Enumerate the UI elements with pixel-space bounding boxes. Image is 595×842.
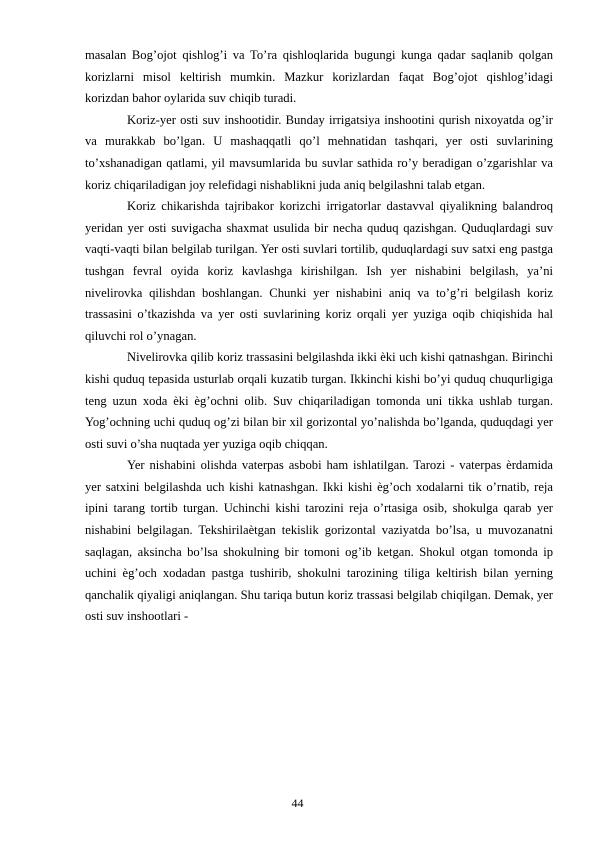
- body-text: [85, 45, 553, 628]
- page-number: 44: [291, 796, 304, 810]
- paragraph-3: Koriz chikarishda tajribakor korizchi irrigatorlar dastavval qiyalikning balandroq yeridan yer osti suvigacha shaxmat usulida bir necha quduq qazishgan. Quduqlardagi suv vaqti-vaqti bilan belgilab turilgan. Yer osti suvlari tortilib, quduqlardagi suv satxi eng pastga tushgan fevral oyida koriz kavlashga kirishilgan. Ish yer nishabini belgilash, ya’ni nivelirovka qilishdan boshlangan. Chunki yer nishabini aniq va to’g’ri belgilash koriz trassasini o’tkazishda va yer osti suvlarining koriz orqali yer yuziga oqib chiqishida hal qiluvchi rol o’ynagan.: [85, 199, 553, 343]
- paragraph-4: Nivelirovka qilib koriz trassasini belgilashda ikki èki uch kishi qatnashgan. Birinchi kishi quduq tepasida usturlab orqali kuzatib turgan. Ikkinchi kishi bo’yi quduq chuqurligiga teng uzun xoda èki èg’ochni olib. Suv chiqariladigan tomonda uni tikka ushlab turgan. Yog’ochning uchi quduq og’zi bilan bir xil gorizontal yo’nalishda bo’lganda, quduqdagi yer osti suvi o’sha nuqtada yer yuziga oqib chiqqan.: [85, 350, 553, 451]
- paragraph-2: Koriz-yer osti suv inshootidir. Bunday irrigatsiya inshootini qurish nixoyatda og’ir va murakkab bo’lgan. U mashaqqatli qo’l mehnatidan tashqari, yer osti suvlarining to’xshanadigan qatlami, yil mavsumlarida bu suvlar sathida ro’y beradigan o’zgarishlar va koriz chiqariladigan joy relefidagi nishablikni juda aniq belgilashni talab etgan.: [85, 112, 553, 192]
- paragraph-5: Yer nishabini olishda vaterpas asbobi ham ishlatilgan. Tarozi - vaterpas èrdamida yer satxini belgilashda uch kishi katnashgan. Ikki kishi èg’och xodalarni tik o’rnatib, reja ipini tarang tortib turgan. Uchinchi kishi tarozini reja o’rtasiga osib, shokulga qarab yer nishabini belgilagan. Tekshirilaètgan tekislik gorizontal vaziyatda bo’lsa, u muvozanatni saqlagan, aksincha bo’lsa shokulning bir tomoni og’ib ketgan. Shokul otgan tomonda ip uchini èg’och xodadan pastga tushirib, shokulni tarozining tiliga keltirish bilan yerning qanchalik qiyaligi aniqlangan. Shu tariqa butun koriz trassasi belgilab chiqilgan. Demak, yer osti suv inshootlari -: [85, 458, 553, 624]
- paragraph-1: masalan Bog’ojot qishlog’i va To’ra qishloqlarida bugungi kunga qadar saqlanib qolgan korizlarni misol keltirish mumkin. Mazkur korizlardan faqat Bog’ojot qishlog’idagi korizdan bahor oylarida suv chiqib turadi.: [85, 48, 553, 106]
